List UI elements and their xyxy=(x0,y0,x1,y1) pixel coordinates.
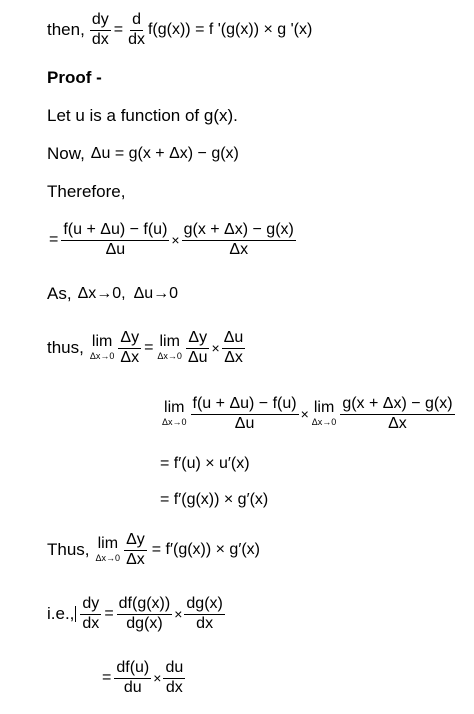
lim-word: lim xyxy=(97,535,119,553)
lead-text: thus, xyxy=(47,338,84,357)
equals-sign: = xyxy=(113,21,124,38)
expression: = f′(g(x)) × g′(x) xyxy=(151,541,260,558)
equals-sign: = xyxy=(144,339,154,356)
fraction xyxy=(182,222,296,259)
limit-condition xyxy=(47,264,178,324)
equals-sign: = xyxy=(102,669,112,686)
fraction xyxy=(124,532,147,569)
lim-subscript: Δx→0 xyxy=(89,351,115,362)
lead-text: Thus, xyxy=(47,540,90,559)
numerator: df(u) xyxy=(114,660,151,679)
denominator: Δx xyxy=(229,240,249,258)
times-sign: × xyxy=(174,606,183,622)
denominator: Δu xyxy=(105,240,126,258)
lim-subscript: Δx→0 xyxy=(157,351,182,362)
equals-sign: = xyxy=(104,605,114,622)
lim-subscript: Δx→0 xyxy=(95,553,121,564)
denominator: Δx xyxy=(224,348,243,366)
product-expression xyxy=(47,210,297,270)
lim-word: lim xyxy=(313,399,335,417)
numerator: df(g(x)) xyxy=(117,596,173,615)
numerator: Δy xyxy=(124,532,147,551)
numerator: g(x + Δx) − g(x) xyxy=(182,222,296,241)
statement-text: Let u is a function of g(x). xyxy=(47,106,238,125)
numerator: Δu xyxy=(222,330,246,349)
denominator: dg(x) xyxy=(126,614,163,632)
numerator: f(u + Δu) − f(u) xyxy=(61,222,169,241)
expression: = f′(g(x)) × g′(x) xyxy=(160,491,269,508)
conclusion-limit xyxy=(47,520,260,580)
limit-operator xyxy=(90,334,115,362)
numerator: dg(x) xyxy=(184,596,224,615)
times-sign: × xyxy=(300,406,309,422)
lead-text: Now, xyxy=(47,144,85,163)
denominator: dx xyxy=(82,614,100,632)
numerator: f(u + Δu) − f(u) xyxy=(191,396,299,415)
fraction-d-dx xyxy=(126,12,147,49)
proof-heading: Proof - xyxy=(47,68,102,87)
lim-word: lim xyxy=(159,333,180,351)
expression: = f′(u) × u′(x) xyxy=(160,455,250,472)
times-sign: × xyxy=(171,232,180,248)
expression: Δu→0 xyxy=(133,285,179,302)
denominator: Δx xyxy=(388,414,407,432)
lim-subscript: Δx→0 xyxy=(311,417,337,428)
numerator: d xyxy=(130,12,143,31)
limit-operator xyxy=(157,334,182,362)
fraction xyxy=(222,330,246,367)
denominator: dx xyxy=(165,678,183,696)
limit-operator xyxy=(312,400,337,428)
expression: Δu = g(x + Δx) − g(x) xyxy=(90,145,239,162)
fraction-dy-dx xyxy=(90,12,111,49)
limit-equation xyxy=(47,318,246,378)
fraction xyxy=(186,330,210,367)
denominator: dx xyxy=(128,30,145,48)
denominator: Δx xyxy=(120,348,140,366)
numerator: du xyxy=(163,660,185,679)
denominator: Δu xyxy=(234,414,255,432)
fraction xyxy=(80,596,101,633)
expression: f(g(x)) = f '(g(x)) × g '(x) xyxy=(147,21,313,38)
denominator: Δu xyxy=(187,348,208,366)
lim-subscript: Δx→0 xyxy=(162,417,187,428)
chain-rule-final xyxy=(100,648,186,708)
lead-text: i.e., xyxy=(47,604,75,623)
limit-operator xyxy=(162,400,187,428)
denominator: dx xyxy=(196,614,214,632)
fraction xyxy=(114,660,151,697)
numerator: Δy xyxy=(186,330,209,349)
fraction xyxy=(340,396,454,433)
lead-text: then, xyxy=(47,20,85,39)
fraction xyxy=(191,396,299,433)
numerator: g(x + Δx) − g(x) xyxy=(340,396,454,415)
cursor-bar xyxy=(75,606,76,622)
denominator: dx xyxy=(91,30,109,48)
equals-sign: = xyxy=(49,231,59,248)
lim-word: lim xyxy=(164,399,185,417)
lead-text: As, xyxy=(47,284,72,303)
leibniz-chain-rule xyxy=(47,584,226,644)
fraction xyxy=(184,596,224,633)
denominator: Δx xyxy=(126,550,145,568)
expression: Δx→0, xyxy=(77,285,126,302)
numerator: dy xyxy=(90,12,111,31)
denominator: du xyxy=(123,678,142,696)
statement-text: Therefore, xyxy=(47,182,126,201)
times-sign: × xyxy=(211,340,220,356)
times-sign: × xyxy=(153,670,162,686)
limit-operator xyxy=(96,536,121,564)
fraction xyxy=(163,660,185,697)
fraction xyxy=(117,596,173,633)
fraction xyxy=(61,222,169,259)
fraction xyxy=(118,330,141,367)
lim-word: lim xyxy=(91,333,113,351)
numerator: dy xyxy=(80,596,101,615)
numerator: Δy xyxy=(118,330,141,349)
